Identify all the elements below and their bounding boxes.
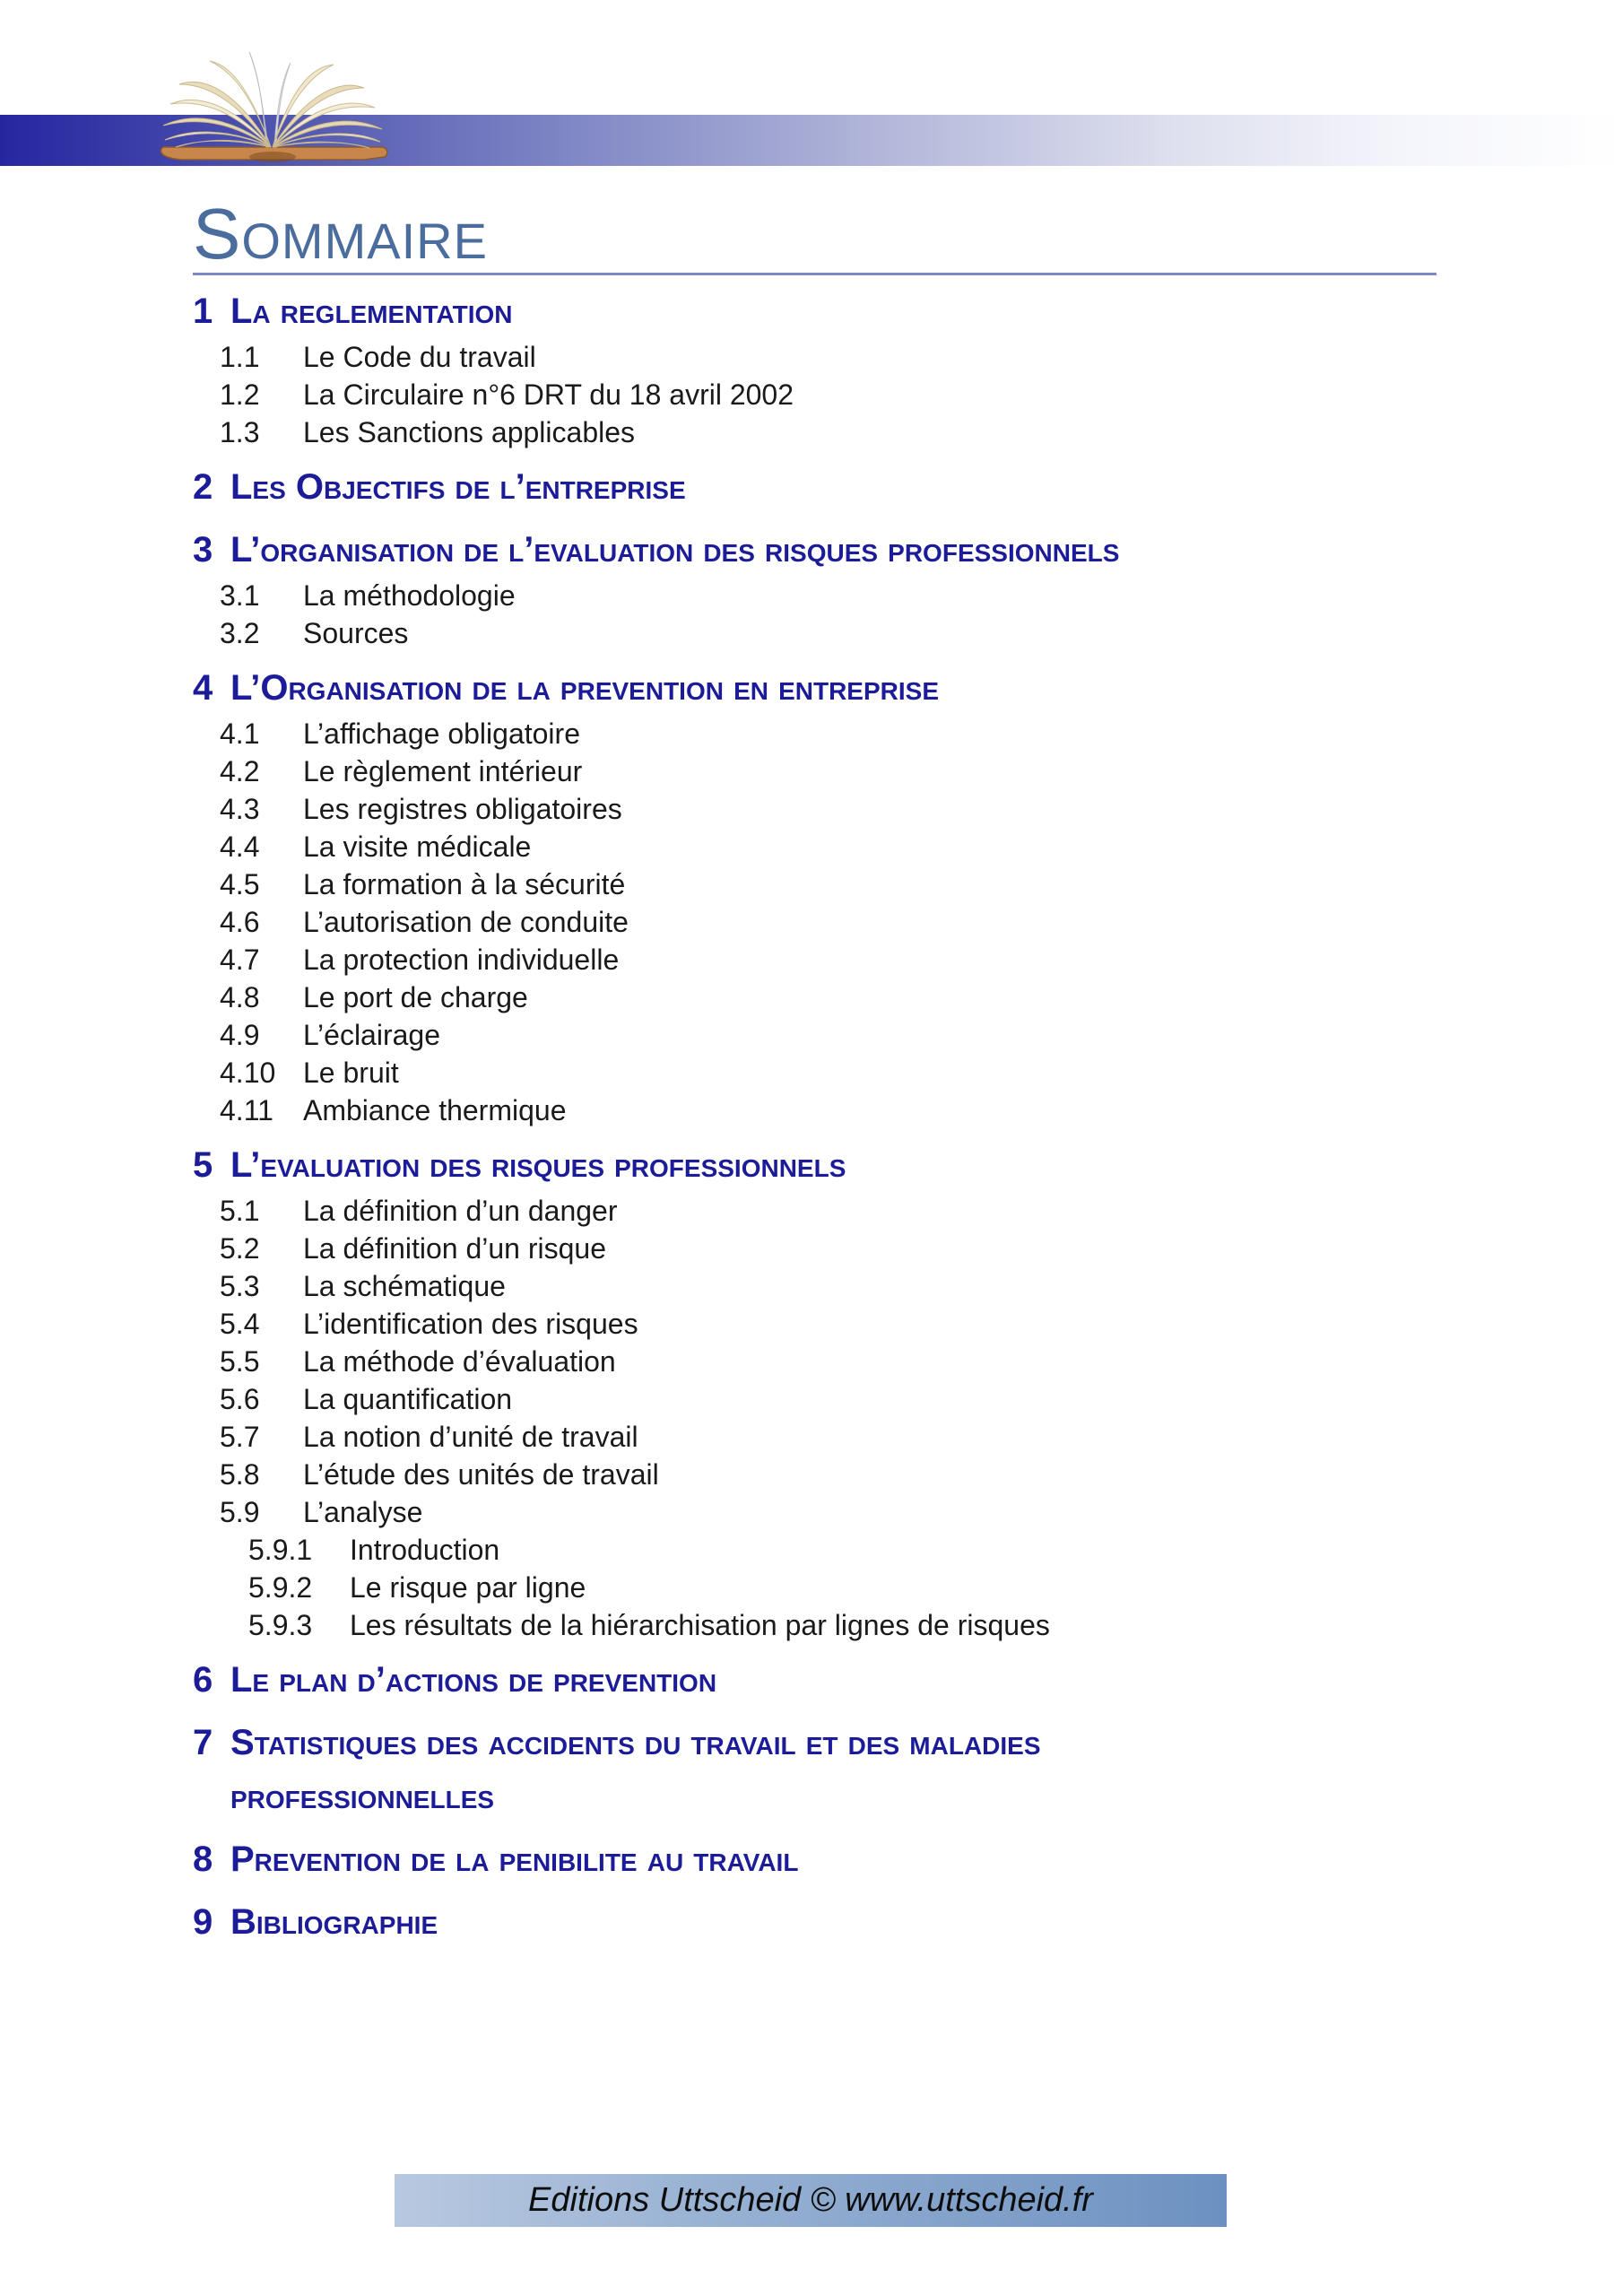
toc-subsection bbox=[193, 1305, 1493, 1343]
entry-title: La définition d’un danger bbox=[303, 1195, 618, 1227]
entry-title: Les résultats de la hiérarchisation par lignes de risques bbox=[350, 1609, 1050, 1641]
entry-title: L’éclairage bbox=[303, 1019, 440, 1051]
section-title-line: La reglementation bbox=[230, 291, 513, 331]
entry-title: La schématique bbox=[303, 1270, 506, 1302]
section-title bbox=[230, 284, 513, 338]
entry-title: La quantification bbox=[303, 1383, 513, 1415]
footer-bar bbox=[395, 2174, 1227, 2227]
section-title-line: Les Objectifs de l’entreprise bbox=[230, 467, 686, 507]
toc-section bbox=[193, 1832, 1493, 1886]
entry-number: 4.3 bbox=[220, 793, 260, 825]
open-book-icon bbox=[149, 39, 396, 165]
content-column bbox=[193, 194, 1493, 1949]
entry-number: 4.8 bbox=[220, 981, 260, 1013]
toc-subsection bbox=[193, 941, 1493, 978]
toc-subsubsection bbox=[193, 1531, 1493, 1569]
entry-title: L’étude des unités de travail bbox=[303, 1458, 659, 1491]
toc-subsection bbox=[193, 1343, 1493, 1380]
toc-subsubsection bbox=[193, 1606, 1493, 1644]
entry-number: 5.5 bbox=[220, 1345, 260, 1378]
section-number: 8 bbox=[193, 1839, 213, 1879]
section-title-line: Le plan d’actions de prevention bbox=[230, 1660, 717, 1700]
entry-title: La méthode d’évaluation bbox=[303, 1345, 616, 1378]
toc-subsection bbox=[193, 413, 1493, 451]
toc-section bbox=[193, 1895, 1493, 1949]
entry-number: 1.3 bbox=[220, 416, 260, 448]
toc-section bbox=[193, 1653, 1493, 1707]
section-title-line: L’evaluation des risques professionnels bbox=[230, 1145, 846, 1185]
section-title bbox=[230, 661, 939, 715]
toc-subsection bbox=[193, 1091, 1493, 1129]
toc-section bbox=[193, 1716, 1493, 1823]
entry-number: 5.6 bbox=[220, 1383, 260, 1415]
section-title bbox=[230, 1653, 716, 1707]
toc bbox=[193, 284, 1493, 1949]
toc-subsection bbox=[193, 715, 1493, 752]
toc-subsection bbox=[193, 1418, 1493, 1456]
entry-title: Le Code du travail bbox=[303, 341, 536, 373]
entry-number: 5.8 bbox=[220, 1458, 260, 1491]
entry-title: La notion d’unité de travail bbox=[303, 1421, 638, 1453]
toc-section bbox=[193, 460, 1493, 514]
section-number: 3 bbox=[193, 530, 213, 570]
toc-subsection bbox=[193, 978, 1493, 1016]
entry-number: 5.9 bbox=[220, 1496, 260, 1528]
footer-text: Editions Uttscheid © www.uttscheid.fr bbox=[528, 2181, 1093, 2219]
entry-number: 4.4 bbox=[220, 831, 260, 863]
entry-number: 5.9.3 bbox=[248, 1609, 313, 1641]
entry-number: 4.11 bbox=[220, 1094, 273, 1126]
entry-number: 3.2 bbox=[220, 617, 260, 649]
section-title-line: professionnelles bbox=[230, 1777, 495, 1816]
section-number: 1 bbox=[193, 291, 213, 331]
entry-title: La formation à la sécurité bbox=[303, 868, 626, 900]
section-title-line: L’organisation de l’evaluation des risques professionnels bbox=[230, 530, 1120, 570]
toc-subsection bbox=[193, 1192, 1493, 1230]
toc-section bbox=[193, 661, 1493, 715]
toc-subsection bbox=[193, 790, 1493, 828]
section-number: 7 bbox=[193, 1723, 213, 1762]
toc-section bbox=[193, 284, 1493, 338]
entry-title: Les registres obligatoires bbox=[303, 793, 622, 825]
entry-number: 4.7 bbox=[220, 944, 260, 976]
entry-number: 4.10 bbox=[220, 1057, 276, 1089]
entry-title: L’affichage obligatoire bbox=[303, 718, 580, 750]
entry-title: La Circulaire n°6 DRT du 18 avril 2002 bbox=[303, 378, 794, 411]
entry-number: 4.6 bbox=[220, 906, 260, 938]
toc-section bbox=[193, 1138, 1493, 1192]
entry-number: 5.2 bbox=[220, 1232, 260, 1265]
toc-subsection bbox=[193, 338, 1493, 376]
toc-subsection bbox=[193, 1493, 1493, 1531]
section-title bbox=[230, 1716, 1041, 1823]
toc-subsection bbox=[193, 828, 1493, 865]
toc-subsection bbox=[193, 1380, 1493, 1418]
entry-title: Le port de charge bbox=[303, 981, 528, 1013]
section-number: 9 bbox=[193, 1902, 213, 1942]
entry-title: Les Sanctions applicables bbox=[303, 416, 636, 448]
entry-number: 5.9.1 bbox=[248, 1534, 313, 1566]
entry-title: Ambiance thermique bbox=[303, 1094, 567, 1126]
section-title-line: Prevention de la penibilite au travail bbox=[230, 1839, 799, 1879]
toc-subsubsection bbox=[193, 1569, 1493, 1606]
entry-number: 4.1 bbox=[220, 718, 260, 750]
section-title-line: Bibliographie bbox=[230, 1902, 438, 1942]
entry-title: L’identification des risques bbox=[303, 1308, 638, 1340]
entry-title: Le règlement intérieur bbox=[303, 755, 583, 787]
toc-subsection bbox=[193, 1267, 1493, 1305]
toc-subsection bbox=[193, 1054, 1493, 1091]
entry-title: La protection individuelle bbox=[303, 944, 620, 976]
section-number: 6 bbox=[193, 1660, 213, 1700]
entry-title: La méthodologie bbox=[303, 579, 516, 612]
entry-title: Sources bbox=[303, 617, 409, 649]
entry-number: 3.1 bbox=[220, 579, 260, 612]
entry-number: 5.3 bbox=[220, 1270, 260, 1302]
entry-number: 5.1 bbox=[220, 1195, 260, 1227]
page-title: Sommaire bbox=[193, 194, 488, 274]
section-number: 5 bbox=[193, 1145, 213, 1185]
toc-subsection bbox=[193, 376, 1493, 413]
toc-subsection bbox=[193, 752, 1493, 790]
toc-subsection bbox=[193, 1456, 1493, 1493]
toc-section bbox=[193, 523, 1493, 577]
entry-title: Le risque par ligne bbox=[350, 1571, 586, 1604]
toc-subsection bbox=[193, 1230, 1493, 1267]
entry-number: 4.2 bbox=[220, 755, 260, 787]
entry-number: 4.5 bbox=[220, 868, 260, 900]
entry-title: Le bruit bbox=[303, 1057, 399, 1089]
entry-title: L’autorisation de conduite bbox=[303, 906, 629, 938]
entry-number: 4.9 bbox=[220, 1019, 260, 1051]
section-title bbox=[230, 460, 686, 514]
entry-title: La visite médicale bbox=[303, 831, 532, 863]
entry-number: 1.2 bbox=[220, 378, 260, 411]
section-title-line: Statistiques des accidents du travail et des maladies bbox=[230, 1723, 1041, 1762]
section-title bbox=[230, 1832, 798, 1886]
toc-subsection bbox=[193, 865, 1493, 903]
toc-subsection bbox=[193, 1016, 1493, 1054]
entry-title: L’analyse bbox=[303, 1496, 423, 1528]
section-title bbox=[230, 1895, 438, 1949]
section-number: 4 bbox=[193, 668, 213, 708]
toc-subsection bbox=[193, 903, 1493, 941]
entry-number: 5.9.2 bbox=[248, 1571, 313, 1604]
entry-title: Introduction bbox=[350, 1534, 500, 1566]
entry-title: La définition d’un risque bbox=[303, 1232, 607, 1265]
section-title-line: L’Organisation de la prevention en entreprise bbox=[230, 668, 940, 708]
section-title bbox=[230, 1138, 846, 1192]
toc-subsection bbox=[193, 577, 1493, 614]
section-number: 2 bbox=[193, 467, 213, 507]
entry-number: 1.1 bbox=[220, 341, 260, 373]
toc-subsection bbox=[193, 614, 1493, 652]
entry-number: 5.7 bbox=[220, 1421, 260, 1453]
entry-number: 5.4 bbox=[220, 1308, 260, 1340]
section-title bbox=[230, 523, 1119, 577]
